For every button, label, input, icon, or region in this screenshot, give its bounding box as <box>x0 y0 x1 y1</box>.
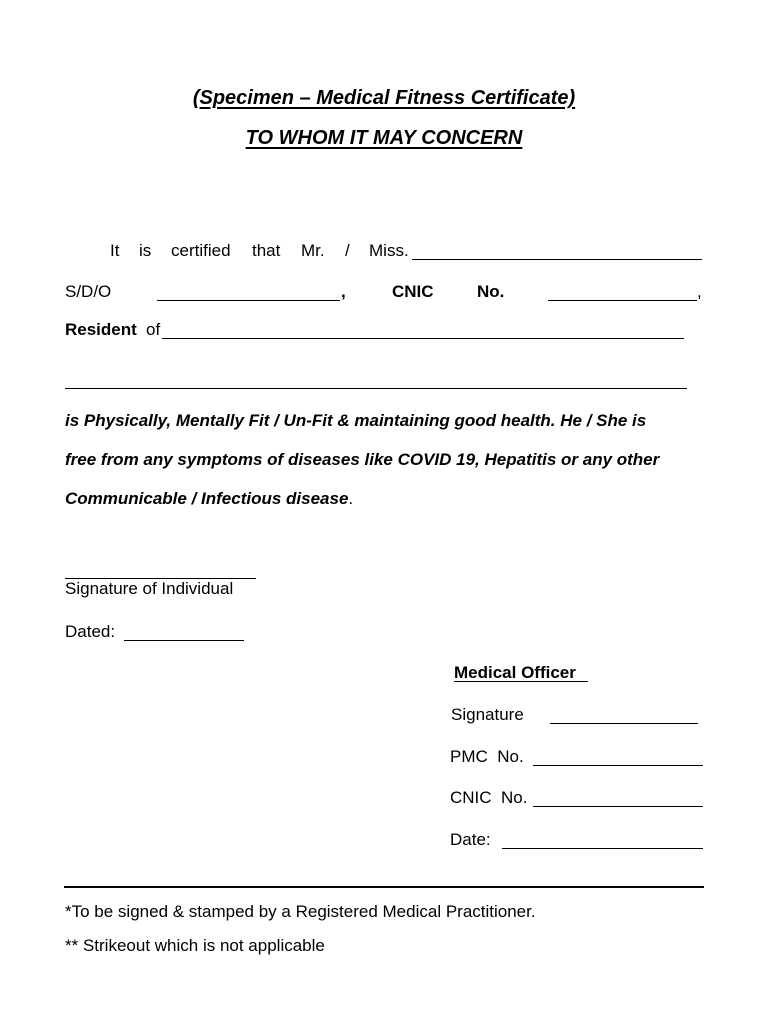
footnote-signed: *To be signed & stamped by a Registered Medical Practitioner. <box>65 902 536 921</box>
address-blank[interactable] <box>162 322 684 339</box>
certified-word: It <box>110 241 120 260</box>
medical-officer-heading: Medical Officer <box>454 663 576 682</box>
certificate-title: (Specimen – Medical Fitness Certificate) <box>192 87 576 109</box>
statement-line <box>65 490 353 507</box>
name-blank[interactable] <box>412 243 702 260</box>
individual-signature-blank[interactable] <box>65 562 256 579</box>
officer-date-label: Date: <box>450 830 491 849</box>
certified-word: / <box>345 241 350 260</box>
pmc-no-blank[interactable] <box>533 749 703 766</box>
footnote-strikeout: ** Strikeout which is not applicable <box>65 936 325 955</box>
sdo-label: S/D/O <box>65 282 112 301</box>
certified-word: that <box>252 241 281 260</box>
cnic-no-label: No. <box>477 282 505 301</box>
cnic-comma: , <box>697 282 702 301</box>
officer-signature-blank[interactable] <box>550 707 698 724</box>
officer-signature-label: Signature <box>451 705 524 724</box>
certified-word: Mr. <box>301 241 325 260</box>
cnic-blank[interactable] <box>548 284 697 301</box>
officer-cnic-blank[interactable] <box>533 790 703 807</box>
pmc-no-label: PMC No. <box>450 747 524 766</box>
cnic-label: CNIC <box>392 282 434 301</box>
certified-word: Miss. <box>369 241 409 260</box>
address-blank-line2[interactable] <box>65 372 687 389</box>
sdo-comma: , <box>341 282 346 301</box>
of-label: of <box>146 320 161 339</box>
footer-separator <box>64 886 704 888</box>
officer-date-blank[interactable] <box>502 832 703 849</box>
resident-label: Resident <box>65 320 137 339</box>
individual-signature-label: Signature of Individual <box>65 579 234 598</box>
dated-blank[interactable] <box>124 624 244 641</box>
certified-word: certified <box>171 241 231 260</box>
certified-word: is <box>139 241 152 260</box>
officer-cnic-label: CNIC No. <box>450 788 528 807</box>
dated-label: Dated: <box>65 622 116 641</box>
statement-line: free from any symptoms of diseases like COVID 19, Hepatitis or any other <box>65 450 660 469</box>
medical-officer-heading-underline <box>454 681 588 682</box>
statement-line-text: Communicable / Infectious disease <box>65 489 349 508</box>
to-whom-heading: TO WHOM IT MAY CONCERN <box>245 127 523 149</box>
sdo-blank[interactable] <box>157 284 340 301</box>
statement-line: is Physically, Mentally Fit / Un-Fit & maintaining good health. He / She is <box>65 411 647 430</box>
statement-period: . <box>348 489 354 508</box>
